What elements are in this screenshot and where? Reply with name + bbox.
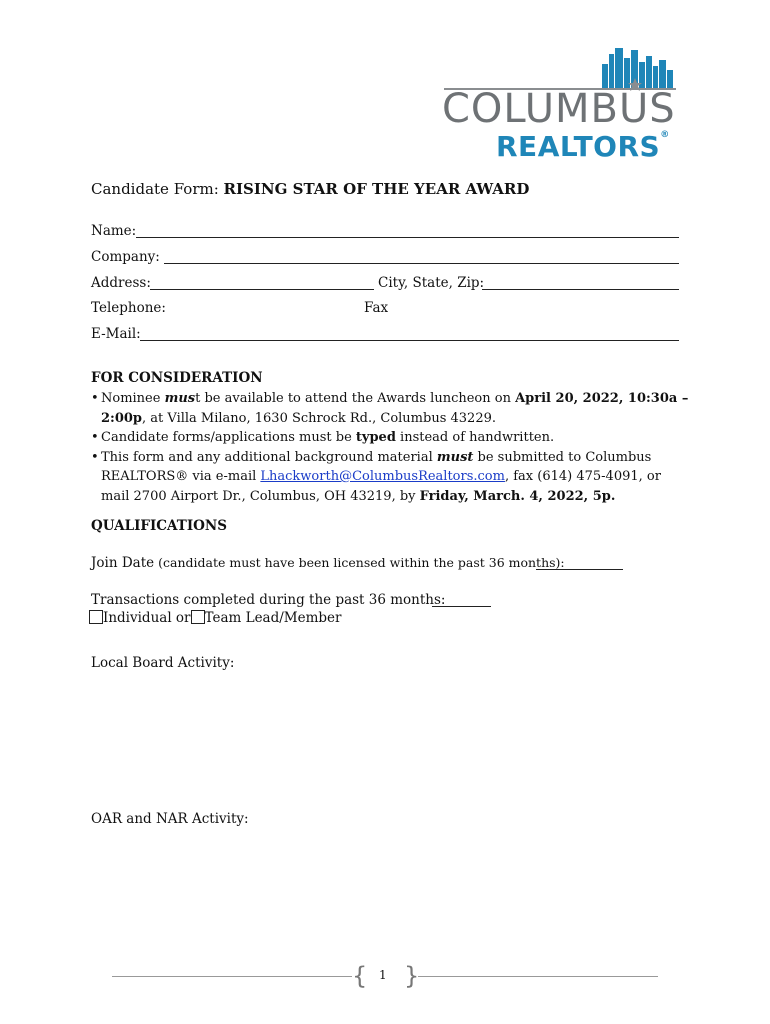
footer-rule-left	[112, 976, 352, 977]
join-date-field[interactable]	[536, 569, 623, 570]
transactions-field[interactable]	[432, 606, 491, 607]
logo-realtors-word: REALTORS	[496, 130, 661, 163]
emphasis-text: must	[436, 449, 474, 465]
local-board-field[interactable]	[91, 676, 679, 796]
city-state-zip-label: City, State, Zip:	[378, 275, 485, 291]
name-label: Name:	[91, 223, 137, 239]
footer-left-brace: {	[352, 962, 368, 990]
oar-nar-field[interactable]	[91, 832, 679, 942]
team-label: Team Lead/Member	[204, 610, 342, 626]
list-item	[91, 448, 691, 507]
fax-label: Fax	[364, 300, 389, 316]
fax-field[interactable]	[392, 300, 679, 318]
text-span: , fax (614) 475-4091, or mail 2700 Airport Dr., Columbus, OH 43219, by	[101, 469, 661, 504]
address-label: Address:	[91, 275, 151, 291]
email-field[interactable]	[140, 340, 679, 341]
form-title-prefix: Candidate Form:	[91, 180, 224, 198]
form-title-award: RISING STAR OF THE YEAR AWARD	[223, 180, 530, 198]
team-checkbox[interactable]	[191, 610, 205, 624]
join-date-note: (candidate must have been licensed within the past 36 months):	[154, 555, 565, 570]
email-label: E-Mail:	[91, 326, 141, 342]
logo-realtors-text	[496, 130, 670, 163]
registered-mark: ®	[660, 130, 670, 140]
consideration-list	[91, 389, 691, 506]
footer-rule-right	[418, 976, 658, 977]
text-span: Candidate forms/applications must be	[101, 430, 356, 445]
consideration-heading: FOR CONSIDERATION	[91, 370, 263, 386]
individual-checkbox[interactable]	[89, 610, 103, 624]
city-state-zip-field[interactable]	[482, 289, 679, 290]
text-span: This form and any additional background material	[101, 449, 437, 465]
telephone-label: Telephone:	[91, 300, 166, 316]
logo-columbus-text: COLUMBUS	[442, 86, 676, 132]
form-title	[91, 180, 529, 198]
list-item	[91, 389, 691, 428]
transactions-label: Transactions completed during the past 36 months:	[91, 592, 446, 608]
luncheon-date: April 20, 2022, 10:30a – 2:00p	[101, 391, 689, 426]
name-field[interactable]	[136, 237, 679, 238]
transaction-type-row	[89, 610, 342, 626]
company-field[interactable]	[164, 263, 679, 264]
oar-nar-label: OAR and NAR Activity:	[91, 811, 249, 827]
individual-label: Individual or	[103, 610, 191, 626]
email-link[interactable]: Lhackworth@ColumbusRealtors.com	[260, 469, 505, 484]
footer-right-brace: }	[404, 962, 420, 990]
emphasis-text: mus	[164, 391, 196, 406]
list-item	[91, 428, 691, 448]
emphasis-text: typed	[355, 430, 396, 445]
text-span: Nominee	[101, 391, 165, 406]
join-date-text: Join Date	[91, 555, 155, 571]
join-date-label	[91, 555, 565, 571]
qualifications-heading: QUALIFICATIONS	[91, 518, 227, 534]
deadline-date: Friday, March. 4, 2022, 5p.	[419, 488, 616, 504]
text-span: be submitted to Columbus REALTORS® via e-mail	[101, 449, 652, 484]
page-number: 1	[379, 968, 387, 982]
text-span: instead of handwritten.	[395, 430, 555, 445]
logo	[440, 44, 680, 162]
text-span: , at Villa Milano, 1630 Schrock Rd., Columbus 43229.	[142, 410, 496, 426]
text-span: t be available to attend the Awards luncheon on	[195, 391, 516, 406]
telephone-field[interactable]	[166, 300, 356, 318]
local-board-label: Local Board Activity:	[91, 655, 235, 671]
address-field[interactable]	[150, 289, 374, 290]
company-label: Company:	[91, 249, 160, 265]
